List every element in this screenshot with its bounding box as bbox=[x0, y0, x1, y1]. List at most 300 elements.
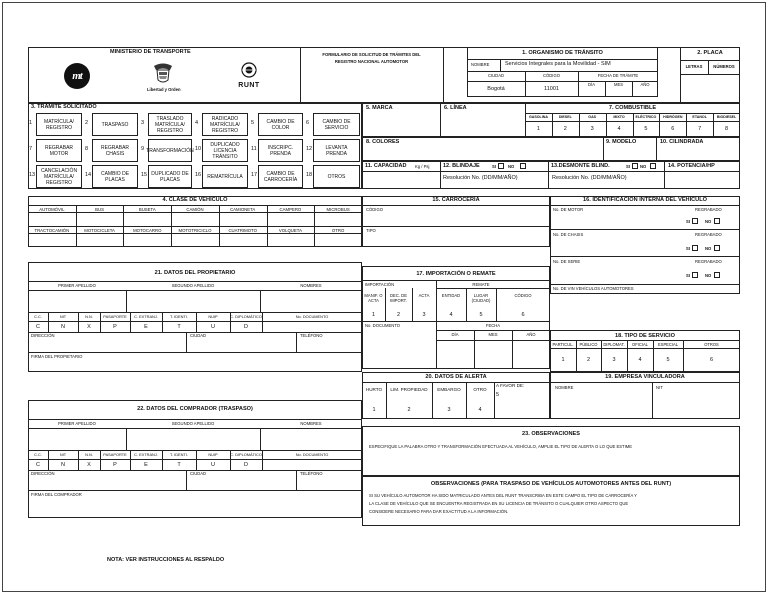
servicio-col-label: PÚBLICO bbox=[579, 341, 598, 347]
tramite-option-number: 3 bbox=[141, 120, 145, 126]
servicio-col-number[interactable]: 5 bbox=[666, 357, 670, 363]
rule-line bbox=[126, 290, 127, 312]
clase-title: 4. CLASE DE VEHÍCULO bbox=[162, 197, 228, 203]
propietario-doc-type-label: C. EXTRANJ. bbox=[134, 314, 158, 319]
tramite-option-number: 11 bbox=[251, 146, 257, 152]
ident-chasis-no-checkbox[interactable] bbox=[714, 245, 720, 251]
imp-col-label: ACTA bbox=[418, 293, 430, 298]
rule-line bbox=[474, 330, 475, 369]
combustible-label: GASOLINA bbox=[528, 115, 548, 119]
clase-option-label: MICROBUS bbox=[326, 206, 350, 212]
tramite-option-15[interactable] bbox=[148, 165, 192, 188]
mt-logo-icon bbox=[64, 63, 90, 89]
alerta-col-number[interactable]: 3 bbox=[447, 407, 451, 413]
tramite-option-number: 1 bbox=[29, 120, 33, 126]
imp-col-number[interactable]: 2 bbox=[396, 312, 401, 318]
rule-line bbox=[28, 352, 362, 353]
blindaje-title: 12. BLINDAJE bbox=[443, 163, 480, 169]
tramite-option-number: 5 bbox=[251, 120, 255, 126]
tramite-option-label: CAMBIO DE CARROCERÍA bbox=[263, 170, 298, 183]
clase-option-label: BUS bbox=[95, 206, 104, 212]
desmonte-resolucion: Resolución No. (DD/MM/AÑO) bbox=[552, 175, 627, 181]
observaciones-traspaso-text-1: SI SU VEHÍCULO AUTOMOTOR HA SIDO MATRICULADO ANTES DEL RUNT TRANSCRIBA EN ESTE CAMPO EL TIPO DE CARROCERÍA Y bbox=[369, 493, 637, 498]
rule-line bbox=[296, 470, 297, 490]
tramite-option-number: 14 bbox=[85, 172, 92, 178]
desmonte-no-checkbox[interactable] bbox=[650, 163, 656, 169]
comprador-doc-type-label: N.N. bbox=[85, 452, 93, 457]
tramite-option-label: RADICADO MATRÍCULA/ REGISTRO bbox=[210, 115, 240, 134]
tramite-option-label: DUPLICADO DE PLACAS bbox=[151, 170, 189, 183]
colombia-seal-icon bbox=[150, 62, 176, 86]
tramite-option-9[interactable] bbox=[148, 139, 192, 162]
combustible-label: HIDRÓGEN bbox=[663, 115, 683, 119]
rule-line bbox=[262, 312, 263, 332]
combustible-label: DIESEL bbox=[558, 115, 572, 119]
rule-line bbox=[186, 332, 187, 352]
tramite-option-label: CANCELACIÓN MATRÍCULA/ REGISTRO bbox=[40, 167, 78, 186]
tramite-option-number: 17 bbox=[251, 172, 258, 178]
ident-vin-label: No. DE VIN VEHÍCULOS AUTOMOTORES bbox=[553, 286, 634, 291]
imp-remate-label: REMATE bbox=[472, 282, 490, 287]
combustible-number[interactable]: 6 bbox=[671, 126, 675, 132]
servicio-col-label: DIPLOMAT. bbox=[603, 341, 625, 347]
propietario-doc-type-label: N.N. bbox=[85, 314, 93, 319]
combustible-label: ELÉCTRICO bbox=[635, 115, 657, 119]
servicio-col-label: OTROS bbox=[704, 341, 719, 347]
alerta-col-label: EMBARGO bbox=[437, 387, 461, 392]
blindaje-si-checkbox[interactable] bbox=[498, 163, 504, 169]
tramite-option-label: TRASLADO MATRÍCULA/ REGISTRO bbox=[155, 115, 185, 134]
imp-col-number[interactable]: 4 bbox=[449, 312, 453, 318]
ident-regrabado-label: REGRABADO bbox=[695, 259, 722, 264]
rule-line bbox=[494, 382, 495, 419]
propietario-doc-type-letter[interactable]: D bbox=[244, 324, 248, 330]
rule-line bbox=[28, 419, 362, 420]
rule-line bbox=[436, 340, 550, 341]
rule-line bbox=[219, 212, 220, 226]
clase-option-label: CAMPERO bbox=[279, 206, 302, 212]
ident-serie-label: No. DE SERIE bbox=[553, 259, 581, 264]
combustible-label: BIODIESEL bbox=[716, 115, 737, 119]
imp-mes-label: MES bbox=[488, 332, 498, 337]
tramite-option-label: LEVANTA PRENDA bbox=[325, 144, 348, 157]
combustible-number[interactable]: 1 bbox=[536, 126, 540, 132]
capacidad-unit: Kg / Psj bbox=[415, 164, 430, 169]
servicio-col-label: OFICIAL bbox=[632, 341, 648, 347]
modelo-title: 9. MODELO bbox=[606, 139, 637, 145]
imp-documento-label: No. DOCUMENTO bbox=[365, 323, 401, 328]
comprador-title: 22. DATOS DEL COMPRADOR (TRASPASO) bbox=[137, 406, 253, 412]
propietario-doc-type-letter[interactable]: P bbox=[113, 324, 117, 330]
rule-line bbox=[550, 229, 740, 230]
nota-instrucciones: NOTA: VER INSTRUCCIONES AL RESPALDO bbox=[107, 557, 225, 563]
alerta-col-number[interactable]: 1 bbox=[372, 407, 376, 413]
servicio-col-number[interactable]: 2 bbox=[586, 357, 591, 363]
tramite-option-label: REMATRÍCULA bbox=[207, 173, 243, 180]
comprador-doc-type-label: C.C. bbox=[34, 452, 42, 457]
clase-option-label: CUATRIMOTO bbox=[228, 227, 257, 233]
propietario-doc-type-label: C.C. bbox=[34, 314, 42, 319]
tramite-option-label: MATRÍCULA/ REGISTRO bbox=[44, 118, 74, 131]
propietario-nombres-label: NOMBRES bbox=[300, 283, 322, 288]
marca-title: 5. MARCA bbox=[366, 105, 393, 111]
ident-no-label: NO bbox=[705, 219, 712, 224]
fecha-dia-label: DÍA bbox=[588, 82, 595, 87]
rule-line bbox=[296, 332, 297, 352]
comprador-doc-type-label: NIT bbox=[59, 452, 67, 457]
clase-option-label: OTRO bbox=[331, 227, 345, 233]
fecha-mes-label: MES bbox=[613, 82, 624, 87]
rule-line bbox=[362, 280, 550, 281]
organismo-ciudad-value[interactable]: Bogotá bbox=[487, 86, 505, 92]
rule-line bbox=[28, 290, 362, 291]
tramite-option-label: CAMBIO DE SERVICIO bbox=[322, 118, 351, 131]
tramite-option-16[interactable] bbox=[202, 165, 248, 188]
desmonte-si-label: SI bbox=[626, 164, 630, 169]
clase-option-label: TRACTOCAMIÓN bbox=[34, 227, 70, 233]
propietario-doc-type-label: C. DIPLOMÁTICO bbox=[230, 314, 262, 319]
alerta-col-number[interactable]: 5 bbox=[496, 392, 500, 398]
imp-fecha-label: FECHA bbox=[485, 323, 501, 328]
combustible-number[interactable]: 5 bbox=[644, 126, 648, 132]
rule-line bbox=[262, 450, 263, 470]
tramite-option-18[interactable] bbox=[313, 165, 360, 188]
combustible-number[interactable]: 7 bbox=[698, 126, 702, 132]
clase-option-label: BUSETA bbox=[138, 206, 156, 212]
tramite-option-10[interactable] bbox=[202, 139, 248, 162]
combustible-number[interactable]: 2 bbox=[563, 126, 567, 132]
ident-no-label: NO bbox=[705, 246, 712, 251]
ident-no-label: NO bbox=[705, 273, 712, 278]
observaciones-traspaso-text-3: CONSIDERE NECESARIO PARA DAR EXACTITUD A LA INFORMACIÓN. bbox=[369, 509, 509, 514]
rule-line bbox=[171, 212, 172, 226]
rule-line bbox=[171, 233, 172, 247]
propietario-telefono-label: TELÉFONO bbox=[300, 333, 323, 338]
organismo-codigo-label: CÓDIGO bbox=[543, 73, 560, 78]
comprador-doc-type-label: T. IDENTI. bbox=[170, 452, 188, 457]
runt-logo-icon bbox=[234, 62, 264, 90]
carroceria-tipo-label: TIPO bbox=[366, 228, 376, 233]
blindaje-si-label: SI bbox=[492, 164, 496, 169]
alerta-col-number[interactable]: 2 bbox=[407, 407, 411, 413]
tramite-option-number: 6 bbox=[306, 120, 310, 126]
propietario-doc-type-label: PASAPORTE bbox=[103, 314, 127, 319]
rule-line bbox=[28, 212, 362, 213]
comprador-primer-label: PRIMER APELLIDO bbox=[58, 421, 96, 426]
placa-title: 2. PLACA bbox=[697, 50, 723, 56]
propietario-doc-type-letter[interactable]: C bbox=[36, 324, 40, 330]
rule-line bbox=[28, 233, 362, 234]
comprador-nombres-label: NOMBRES bbox=[300, 421, 322, 426]
combustible-number[interactable]: 8 bbox=[725, 126, 729, 132]
rule-line bbox=[260, 428, 261, 450]
comprador-ciudad-label: CIUDAD bbox=[190, 471, 207, 476]
propietario-doc-type-letter[interactable]: E bbox=[144, 324, 148, 330]
propietario-doc-type-letter[interactable]: U bbox=[211, 324, 215, 330]
rule-line bbox=[28, 459, 362, 460]
organismo-title: 1. ORGANISMO DE TRÁNSITO bbox=[522, 50, 603, 56]
propietario-doc-type-letter[interactable]: X bbox=[87, 324, 91, 330]
divider bbox=[443, 47, 444, 103]
ident-serie-no-checkbox[interactable] bbox=[714, 272, 720, 278]
propietario-firma-label: FIRMA DEL PROPIETARIO bbox=[31, 354, 83, 359]
combustible-label: ETANOL bbox=[692, 115, 707, 119]
clase-option-label: AUTOMÓVIL bbox=[39, 206, 65, 212]
tramite-option-number: 9 bbox=[141, 146, 145, 152]
comprador-doc-type-letter[interactable]: D bbox=[244, 462, 248, 468]
ident-chasis-si-checkbox[interactable] bbox=[692, 245, 698, 251]
alerta-col-number[interactable]: 4 bbox=[478, 407, 482, 413]
tramite-option-1[interactable] bbox=[36, 113, 82, 136]
tramite-option-7[interactable] bbox=[36, 139, 82, 162]
comprador-doc-type-label: PASAPORTE bbox=[103, 452, 127, 457]
tramite-option-6[interactable] bbox=[313, 113, 360, 136]
empresa-nombre-label: NOMBRE bbox=[555, 385, 574, 390]
imp-col-label: DEC. DE IMPORT. bbox=[390, 293, 407, 304]
propietario-doc-type-label: NIT bbox=[59, 314, 67, 319]
observaciones-text: ESPECIFIQUE LA PALABRA OTRO Y TRANSFORMACIÓN EFECTUADA AL VEHÍCULO, AMPLIE EL TIPO DE ALERTA O LO QUE ESTIME bbox=[369, 444, 633, 449]
propietario-doc-type-label: No. DOCUMENTO bbox=[295, 314, 329, 319]
rule-line bbox=[267, 233, 268, 247]
rule-line bbox=[186, 470, 187, 490]
rule-line bbox=[126, 428, 127, 450]
carroceria-codigo-label: CÓDIGO bbox=[366, 207, 383, 212]
ident-motor-si-checkbox[interactable] bbox=[692, 218, 698, 224]
tramite-option-label: OTROS bbox=[327, 173, 346, 180]
tramite-option-8[interactable] bbox=[92, 139, 138, 162]
empresa-title: 19. EMPRESA VINCULADORA bbox=[605, 374, 685, 380]
comprador-doc-type-letter[interactable]: N bbox=[61, 462, 65, 468]
alerta-col-label: LIM. PROPIEDAD bbox=[390, 387, 428, 392]
tramite-option-2[interactable] bbox=[92, 113, 138, 136]
alerta-title: 20. DATOS DE ALERTA bbox=[425, 374, 487, 380]
propietario-doc-type-label: T. IDENTI. bbox=[170, 314, 188, 319]
tramite-title: 3. TRÁMITE SOLICITADO bbox=[31, 104, 97, 110]
comprador-doc-type-letter[interactable]: T bbox=[177, 462, 181, 468]
capacidad-title: 11. CAPACIDAD bbox=[365, 163, 407, 169]
alerta-col-label: A FAVOR DE: bbox=[496, 383, 525, 388]
observaciones-traspaso-text-2: LA CLASE DE VEHÍCULO QUE SE ENCUENTRA REGISTRADA EN SU LICENCIA DE TRÁNSITO O CUALQUIER OTRO ASPECTO QUE bbox=[369, 501, 629, 506]
alerta-col-label: HURTO bbox=[365, 387, 383, 392]
rule-line bbox=[436, 280, 437, 288]
ident-si-label: SI bbox=[686, 219, 690, 224]
ident-si-label: SI bbox=[686, 273, 690, 278]
importacion-title: 17. IMPORTACIÓN O REMATE bbox=[416, 271, 496, 277]
tramite-option-14[interactable] bbox=[92, 165, 138, 188]
seal-caption: Libertad y Orden bbox=[147, 87, 181, 92]
tramite-option-number: 10 bbox=[195, 146, 202, 152]
combustible-title: 7. COMBUSTIBLE bbox=[608, 105, 657, 111]
rule-line bbox=[314, 233, 315, 247]
tramite-option-number: 13 bbox=[29, 172, 36, 178]
organismo-fecha-label: FECHA DE TRÁMITE bbox=[597, 73, 639, 78]
organismo-nombre-label: NOMBRE bbox=[471, 62, 490, 67]
tramite-option-label: CAMBIO DE COLOR bbox=[266, 118, 295, 131]
propietario-ciudad-label: CIUDAD bbox=[190, 333, 207, 338]
rule-line bbox=[267, 212, 268, 226]
comprador-doc-type-label: No. DOCUMENTO bbox=[295, 452, 329, 457]
propietario-title: 21. DATOS DEL PROPIETARIO bbox=[154, 270, 236, 276]
carroceria-box bbox=[362, 196, 550, 247]
clase-option-label: CAMIÓN bbox=[186, 206, 204, 212]
clase-box bbox=[28, 196, 362, 247]
rule-line bbox=[28, 281, 362, 282]
clase-option-label: MOTOTRICICLO bbox=[178, 227, 212, 233]
rule-line bbox=[436, 288, 550, 289]
imp-col-label: MANIF. O ACTA bbox=[364, 293, 383, 304]
combustible-number[interactable]: 4 bbox=[617, 126, 621, 132]
form-title-line-1: FORMULARIO DE SOLICITUD DE TRÁMITES DEL bbox=[322, 52, 421, 57]
identificacion-title: 16. IDENTIFICACIÓN INTERNA DEL VEHÍCULO bbox=[582, 197, 707, 203]
tramite-option-17[interactable] bbox=[258, 165, 303, 188]
rule-line bbox=[436, 330, 550, 331]
servicio-title: 18. TIPO DE SERVICIO bbox=[615, 333, 675, 339]
comprador-doc-type-letter[interactable]: X bbox=[87, 462, 91, 468]
rule-line bbox=[76, 212, 77, 226]
clase-option-label: VOLQUETA bbox=[278, 227, 302, 233]
comprador-doc-type-label: NUIP bbox=[208, 452, 218, 457]
tramite-option-number: 15 bbox=[141, 172, 148, 178]
tramite-option-3[interactable] bbox=[148, 113, 192, 136]
comprador-doc-type-label: C. DIPLOMÁTICO bbox=[230, 452, 262, 457]
clase-option-label: CAMIONETA bbox=[230, 206, 256, 212]
propietario-doc-type-letter[interactable]: T bbox=[177, 324, 181, 330]
rule-line bbox=[260, 290, 261, 312]
comprador-direccion-label: DIRECCIÓN bbox=[31, 471, 55, 476]
imp-col-number[interactable]: 1 bbox=[371, 312, 376, 318]
rule-line bbox=[550, 284, 740, 285]
ident-motor-label: No. DE MOTOR bbox=[553, 207, 584, 212]
comprador-telefono-label: TELÉFONO bbox=[300, 471, 323, 476]
rule-line bbox=[512, 330, 513, 369]
rule-line bbox=[76, 233, 77, 247]
carroceria-title: 15. CARROCERÍA bbox=[432, 197, 480, 203]
organismo-ciudad-label: CIUDAD bbox=[487, 73, 505, 78]
comprador-doc-type-letter[interactable]: P bbox=[113, 462, 117, 468]
cilindrada-title: 10. CILINDRADA bbox=[660, 139, 704, 145]
rule-line bbox=[123, 233, 124, 247]
ident-si-label: SI bbox=[686, 246, 690, 251]
tramite-option-number: 2 bbox=[85, 120, 89, 126]
propietario-primer-label: PRIMER APELLIDO bbox=[58, 283, 96, 288]
blindaje-no-label: NO bbox=[508, 164, 515, 169]
ident-chasis-label: No. DE CHASIS bbox=[553, 232, 584, 237]
tramite-option-number: 7 bbox=[29, 146, 33, 152]
comprador-doc-type-letter[interactable]: C bbox=[36, 462, 40, 468]
comprador-doc-type-label: C. EXTRANJ. bbox=[134, 452, 158, 457]
organismo-codigo-value[interactable]: 11001 bbox=[544, 86, 559, 92]
propietario-doc-type-label: NUIP bbox=[208, 314, 218, 319]
comprador-doc-type-letter[interactable]: E bbox=[144, 462, 148, 468]
blindaje-no-checkbox[interactable] bbox=[520, 163, 526, 169]
imp-col-number[interactable]: 3 bbox=[422, 312, 426, 318]
empresa-nit-label: NIT bbox=[656, 385, 663, 390]
tramite-option-label: TRASPASO bbox=[101, 121, 129, 128]
rule-line bbox=[314, 212, 315, 226]
rule-line bbox=[362, 321, 550, 322]
rule-line bbox=[550, 205, 740, 206]
propietario-direccion-label: DIRECCIÓN bbox=[31, 333, 55, 338]
ministry-title: MINISTERIO DE TRANSPORTE bbox=[110, 49, 191, 55]
imp-col-label: CÓDIGO bbox=[514, 293, 532, 298]
combustible-label: MIXTO bbox=[613, 115, 625, 119]
clase-option-label: MOTOCICLETA bbox=[84, 227, 115, 233]
rule-line bbox=[28, 321, 362, 322]
tramite-option-number: 16 bbox=[195, 172, 202, 178]
desmonte-no-label: NO bbox=[640, 164, 647, 169]
comprador-doc-type-letter[interactable]: U bbox=[211, 462, 215, 468]
propietario-doc-type-letter[interactable]: N bbox=[61, 324, 65, 330]
ident-regrabado-label: REGRABADO bbox=[695, 232, 722, 237]
runt-logo-text: RUNT bbox=[238, 82, 260, 89]
tramite-option-4[interactable] bbox=[202, 113, 248, 136]
servicio-col-number[interactable]: 1 bbox=[561, 357, 565, 363]
imp-col-label: ENTIDAD bbox=[441, 293, 461, 298]
desmonte-title: 13.DESMONTE BLIND. bbox=[551, 163, 610, 169]
servicio-col-label: PARTICUL. bbox=[552, 341, 574, 347]
form-title-line-2: REGISTRO NACIONAL AUTOMOTOR bbox=[334, 59, 409, 64]
tramite-option-number: 4 bbox=[195, 120, 199, 126]
rule-line bbox=[550, 340, 740, 341]
placa-numeros-label: NÚMEROS bbox=[713, 64, 735, 69]
mt-logo-text: mt bbox=[72, 70, 82, 82]
observaciones-title: 23. OBSERVACIONES bbox=[522, 431, 580, 437]
imp-col-label: LUGAR (CIUDAD) bbox=[471, 293, 491, 304]
clase-option-label: MOTOCARRO bbox=[133, 227, 162, 233]
observaciones-traspaso-title: OBSERVACIONES (PARA TRASPASO DE VEHÍCULOS AUTOMOTORES ANTES DEL RUNT) bbox=[430, 481, 672, 487]
servicio-col-number[interactable]: 4 bbox=[638, 357, 642, 363]
combustible-number[interactable]: 3 bbox=[590, 126, 594, 132]
desmonte-si-checkbox[interactable] bbox=[632, 163, 638, 169]
rule-line bbox=[550, 348, 740, 349]
ident-motor-no-checkbox[interactable] bbox=[714, 218, 720, 224]
tramite-option-label: INSCRIPC. PRENDA bbox=[267, 144, 294, 157]
tramite-option-number: 12 bbox=[306, 146, 313, 152]
imp-col-number[interactable]: 6 bbox=[521, 312, 525, 318]
ident-regrabado-label: REGRABADO bbox=[695, 207, 722, 212]
alerta-col-label: OTRO bbox=[473, 387, 487, 392]
propietario-segundo-label: SEGUNDO APELLIDO bbox=[171, 283, 215, 288]
tramite-option-number: 18 bbox=[306, 172, 313, 178]
servicio-col-number[interactable]: 3 bbox=[612, 357, 616, 363]
potencia-title: 14. POTENCIA/HP bbox=[668, 163, 715, 169]
rule-line bbox=[28, 428, 362, 429]
comprador-firma-label: FIRMA DEL COMPRADOR bbox=[31, 492, 82, 497]
rule-line bbox=[436, 321, 437, 369]
fecha-ano-label: AÑO bbox=[640, 82, 650, 87]
tramite-option-label: REGRABAR CHASIS bbox=[100, 144, 130, 157]
imp-col-number[interactable]: 5 bbox=[479, 312, 483, 318]
tramite-option-label: TRANSFORMACIÓN bbox=[146, 147, 194, 154]
imp-ano-label: AÑO bbox=[526, 332, 536, 337]
organismo-nombre-value[interactable]: Servicios Integrales para la Movilidad - SIM bbox=[505, 61, 611, 67]
linea-title: 6. LÍNEA bbox=[444, 105, 467, 111]
tramite-option-12[interactable] bbox=[313, 139, 360, 162]
rule-line bbox=[550, 256, 740, 257]
tramite-option-label: REGRABAR MOTOR bbox=[44, 144, 74, 157]
tramite-option-number: 8 bbox=[85, 146, 89, 152]
imp-importacion-label: IMPORTACIÓN bbox=[365, 282, 395, 287]
ident-serie-si-checkbox[interactable] bbox=[692, 272, 698, 278]
servicio-col-number[interactable]: 6 bbox=[709, 357, 714, 363]
tramite-option-5[interactable] bbox=[258, 113, 303, 136]
comprador-segundo-label: SEGUNDO APELLIDO bbox=[171, 421, 215, 426]
imp-dia-label: DÍA bbox=[451, 332, 459, 337]
placa-letras-label: LETRAS bbox=[685, 64, 703, 69]
blindaje-resolucion: Resolución No. (DD/MM/AÑO) bbox=[443, 175, 518, 181]
tramite-option-11[interactable] bbox=[258, 139, 303, 162]
tramite-option-13[interactable] bbox=[36, 165, 82, 188]
